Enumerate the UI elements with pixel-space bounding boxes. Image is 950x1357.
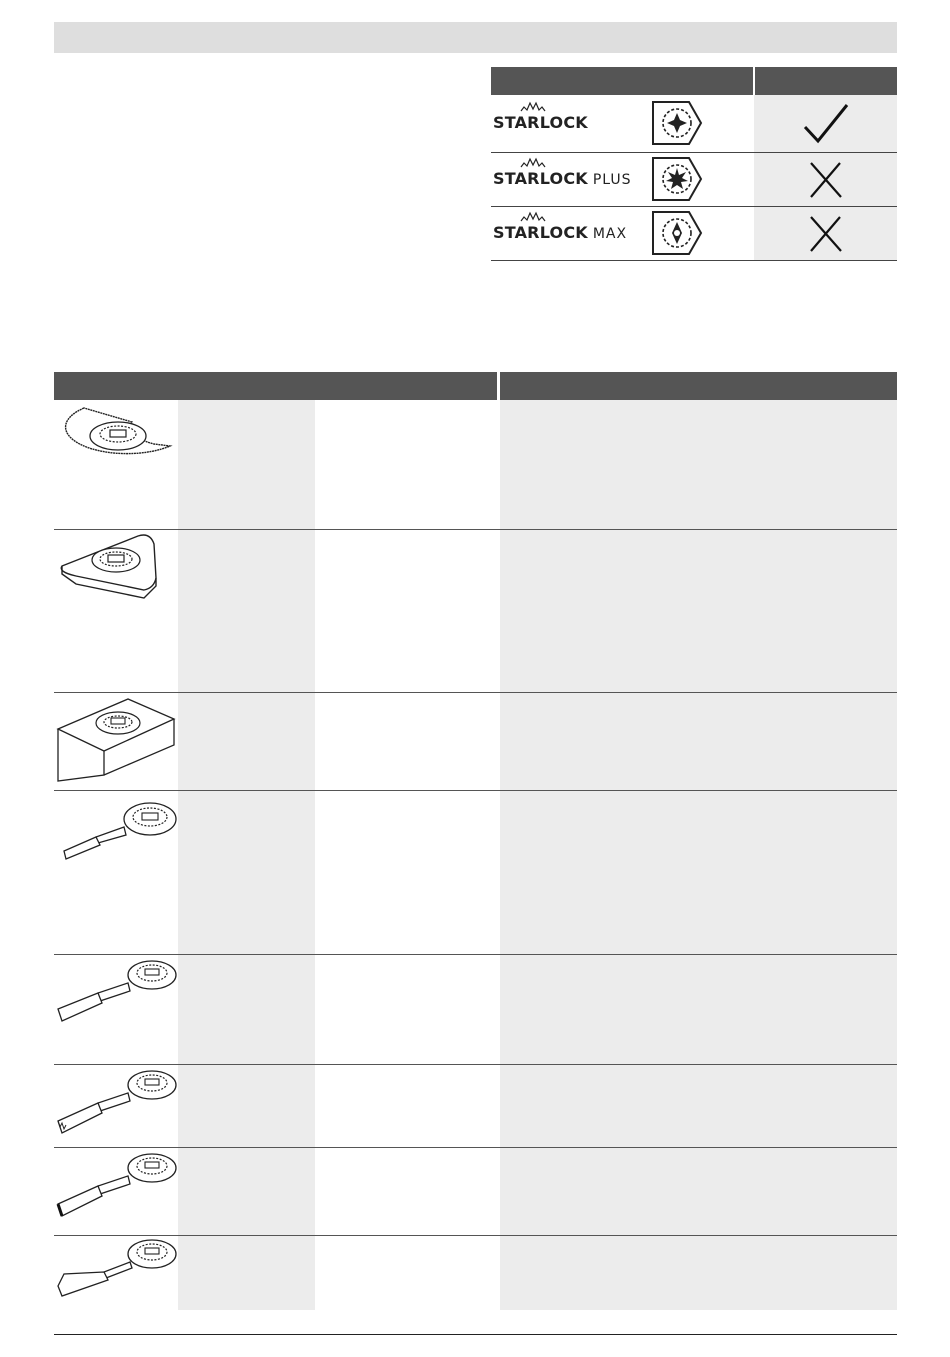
footer-rule: [54, 1334, 897, 1335]
segment-saw-blade-icon: [54, 400, 178, 529]
starlock-logo-star-icon: [518, 210, 548, 222]
compat-cell-starlock-plus: [754, 153, 897, 206]
compat-cell-starlock: [754, 95, 897, 152]
scraper-blade-icon: [54, 1236, 178, 1310]
mount-compatibility-table: [491, 67, 897, 261]
plunge-cut-blade-wide-icon: [54, 955, 178, 1064]
accessory-row: [54, 400, 897, 530]
plunge-cut-blade-carbide-icon: [54, 1148, 178, 1235]
cross-icon: [808, 160, 844, 200]
check-icon: [801, 101, 851, 147]
compat-row-starlock-plus: [491, 153, 897, 207]
starlock-logo-star-icon: [518, 100, 548, 112]
starlock-plus-mount-icon: [651, 156, 703, 202]
compat-cell-starlock-max: [754, 207, 897, 260]
accessory-table-header: [54, 372, 897, 400]
accessory-row: [54, 1148, 897, 1236]
cross-icon: [808, 214, 844, 254]
starlock-max-mount-icon: [651, 210, 703, 256]
compat-row-starlock: [491, 95, 897, 153]
plunge-cut-blade-narrow-icon: [54, 791, 178, 954]
accessory-row: [54, 791, 897, 955]
delta-sanding-plate-icon: [54, 530, 178, 692]
starlock-plus-logo: STARLOCK PLUS: [493, 169, 632, 188]
accessory-row: [54, 1236, 897, 1310]
starlock-logo: STARLOCK: [493, 113, 588, 132]
grout-scraper-plate-icon: [54, 693, 178, 790]
compat-row-starlock-max: [491, 207, 897, 261]
compat-table-header: [491, 67, 897, 95]
accessory-row: [54, 955, 897, 1065]
plunge-cut-blade-japanese-tooth-icon: [54, 1065, 178, 1147]
accessory-row: [54, 1065, 897, 1148]
starlock-logo-star-icon: [518, 156, 548, 168]
starlock-mount-icon: [651, 100, 703, 146]
accessory-row: [54, 530, 897, 693]
starlock-max-logo: STARLOCK MAX: [493, 223, 627, 242]
page-header-bar: [54, 22, 897, 53]
accessory-row: [54, 693, 897, 791]
accessory-table: [54, 372, 897, 1310]
